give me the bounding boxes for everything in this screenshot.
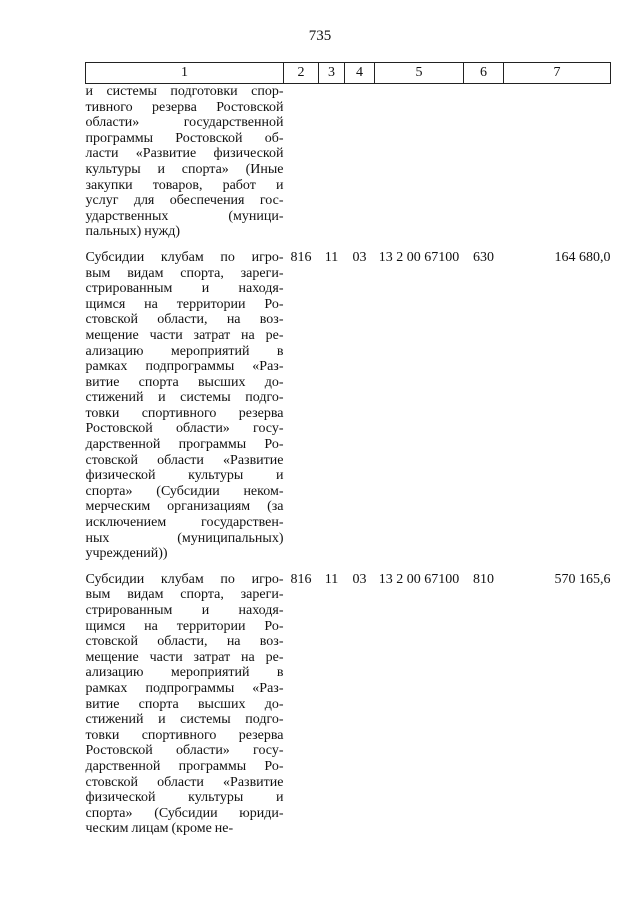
description-line: программы Ростовской об- xyxy=(85,130,284,146)
description-line: физической культуры и xyxy=(85,790,284,806)
description-line: ализацию мероприятий в xyxy=(85,343,284,359)
row-description xyxy=(86,250,284,562)
row-description xyxy=(86,84,284,240)
description-line: дарственной программы Ро- xyxy=(85,758,284,774)
header-col-1: 1 xyxy=(86,63,284,84)
table-body xyxy=(86,84,611,837)
description-line: стижений и системы подго- xyxy=(85,712,284,728)
amount-cell: 570 165,6 xyxy=(554,571,611,587)
description-line: физической культуры и xyxy=(85,468,284,484)
target-article-cell: 13 2 00 67100 xyxy=(378,249,460,265)
description-line: Субсидии клубам по игро- xyxy=(85,249,284,265)
section-code-cell: 11 xyxy=(324,571,339,587)
description-line: и системы подготовки спор- xyxy=(85,84,284,99)
table-row xyxy=(86,572,611,837)
ministry-code-cell xyxy=(284,84,319,240)
description-line: стовской области «Развитие xyxy=(85,774,284,790)
subsection-code-cell xyxy=(345,84,375,240)
description-line: спорта» (Субсидии неком- xyxy=(85,483,284,499)
subsection-code-cell: 03 xyxy=(352,249,367,265)
description-line: учреждений)) xyxy=(85,546,168,562)
description-line: ных (муниципальных) xyxy=(85,530,284,546)
subsection-code-cell: 03 xyxy=(352,571,367,587)
description-line: вым видам спорта, зареги- xyxy=(85,265,284,281)
expense-type-cell xyxy=(464,84,504,240)
amount-cell xyxy=(504,84,611,240)
description-line: Ростовской области» госу- xyxy=(85,743,284,759)
table-row xyxy=(86,250,611,562)
target-article-cell xyxy=(375,84,464,240)
description-line: стрированным и находя- xyxy=(85,281,284,297)
description-line: витие спорта высших до- xyxy=(85,374,284,390)
description-line: ласти «Развитие физической xyxy=(85,146,284,162)
row-description xyxy=(86,572,284,837)
header-col-6: 6 xyxy=(464,63,504,84)
description-line: закупки товаров, работ и xyxy=(85,177,284,193)
description-line: щимся на территории Ро- xyxy=(85,618,284,634)
table-header-row xyxy=(86,63,611,84)
description-line: витие спорта высших до- xyxy=(85,696,284,712)
description-line: стовской области, на воз- xyxy=(85,312,284,328)
row-spacer-cell xyxy=(86,562,611,572)
description-line: товки спортивного резерва xyxy=(85,727,284,743)
expense-type-cell: 810 xyxy=(473,571,494,587)
description-line: спорта» (Субсидии юриди- xyxy=(85,805,284,821)
description-line: товки спортивного резерва xyxy=(85,405,284,421)
header-col-4: 4 xyxy=(345,63,375,84)
description-line: дарственной программы Ро- xyxy=(85,437,284,453)
row-spacer xyxy=(86,562,611,572)
description-line: услуг для обеспечения гос- xyxy=(85,193,284,209)
row-spacer-cell xyxy=(86,240,611,250)
description-line: мерческим организациям (за xyxy=(85,499,284,515)
section-code-cell: 11 xyxy=(324,249,339,265)
row-spacer xyxy=(86,240,611,250)
description-line: рамках подпрограммы «Раз- xyxy=(85,359,284,375)
header-col-5: 5 xyxy=(375,63,464,84)
description-line: мещение части затрат на ре- xyxy=(85,649,284,665)
description-line: щимся на территории Ро- xyxy=(85,296,284,312)
description-line: ударственных (муници- xyxy=(85,208,284,224)
description-line: культуры и спорта» (Иные xyxy=(85,161,284,177)
expense-type-cell: 630 xyxy=(473,249,494,265)
description-line: стовской области, на воз- xyxy=(85,634,284,650)
table-row xyxy=(86,84,611,240)
budget-table xyxy=(85,62,611,837)
description-line: исключением государствен- xyxy=(85,515,284,531)
description-line: мещение части затрат на ре- xyxy=(85,327,284,343)
page-number: 735 xyxy=(308,28,332,44)
description-line: пальных) нужд) xyxy=(85,224,181,240)
amount-cell: 164 680,0 xyxy=(554,249,611,265)
description-line: тивного резерва Ростовской xyxy=(85,99,284,115)
description-line: стрированным и находя- xyxy=(85,603,284,618)
description-line: Ростовской области» госу- xyxy=(85,421,284,437)
header-col-2: 2 xyxy=(284,63,319,84)
description-line: ализацию мероприятий в xyxy=(85,665,284,681)
section-code-cell xyxy=(319,84,345,240)
description-line: области» государственной xyxy=(85,115,284,131)
ministry-code-cell: 816 xyxy=(290,571,312,587)
header-col-7: 7 xyxy=(504,63,611,84)
header-col-3: 3 xyxy=(319,63,345,84)
description-line: рамках подпрограммы «Раз- xyxy=(85,680,284,696)
description-line: вым видам спорта, зареги- xyxy=(85,587,284,603)
ministry-code-cell: 816 xyxy=(290,249,312,265)
description-line: стовской области «Развитие xyxy=(85,452,284,468)
description-line: Субсидии клубам по игро- xyxy=(85,571,284,587)
description-line: ческим лицам (кроме не- xyxy=(85,821,234,837)
target-article-cell: 13 2 00 67100 xyxy=(378,571,460,587)
description-line: стижений и системы подго- xyxy=(85,390,284,406)
